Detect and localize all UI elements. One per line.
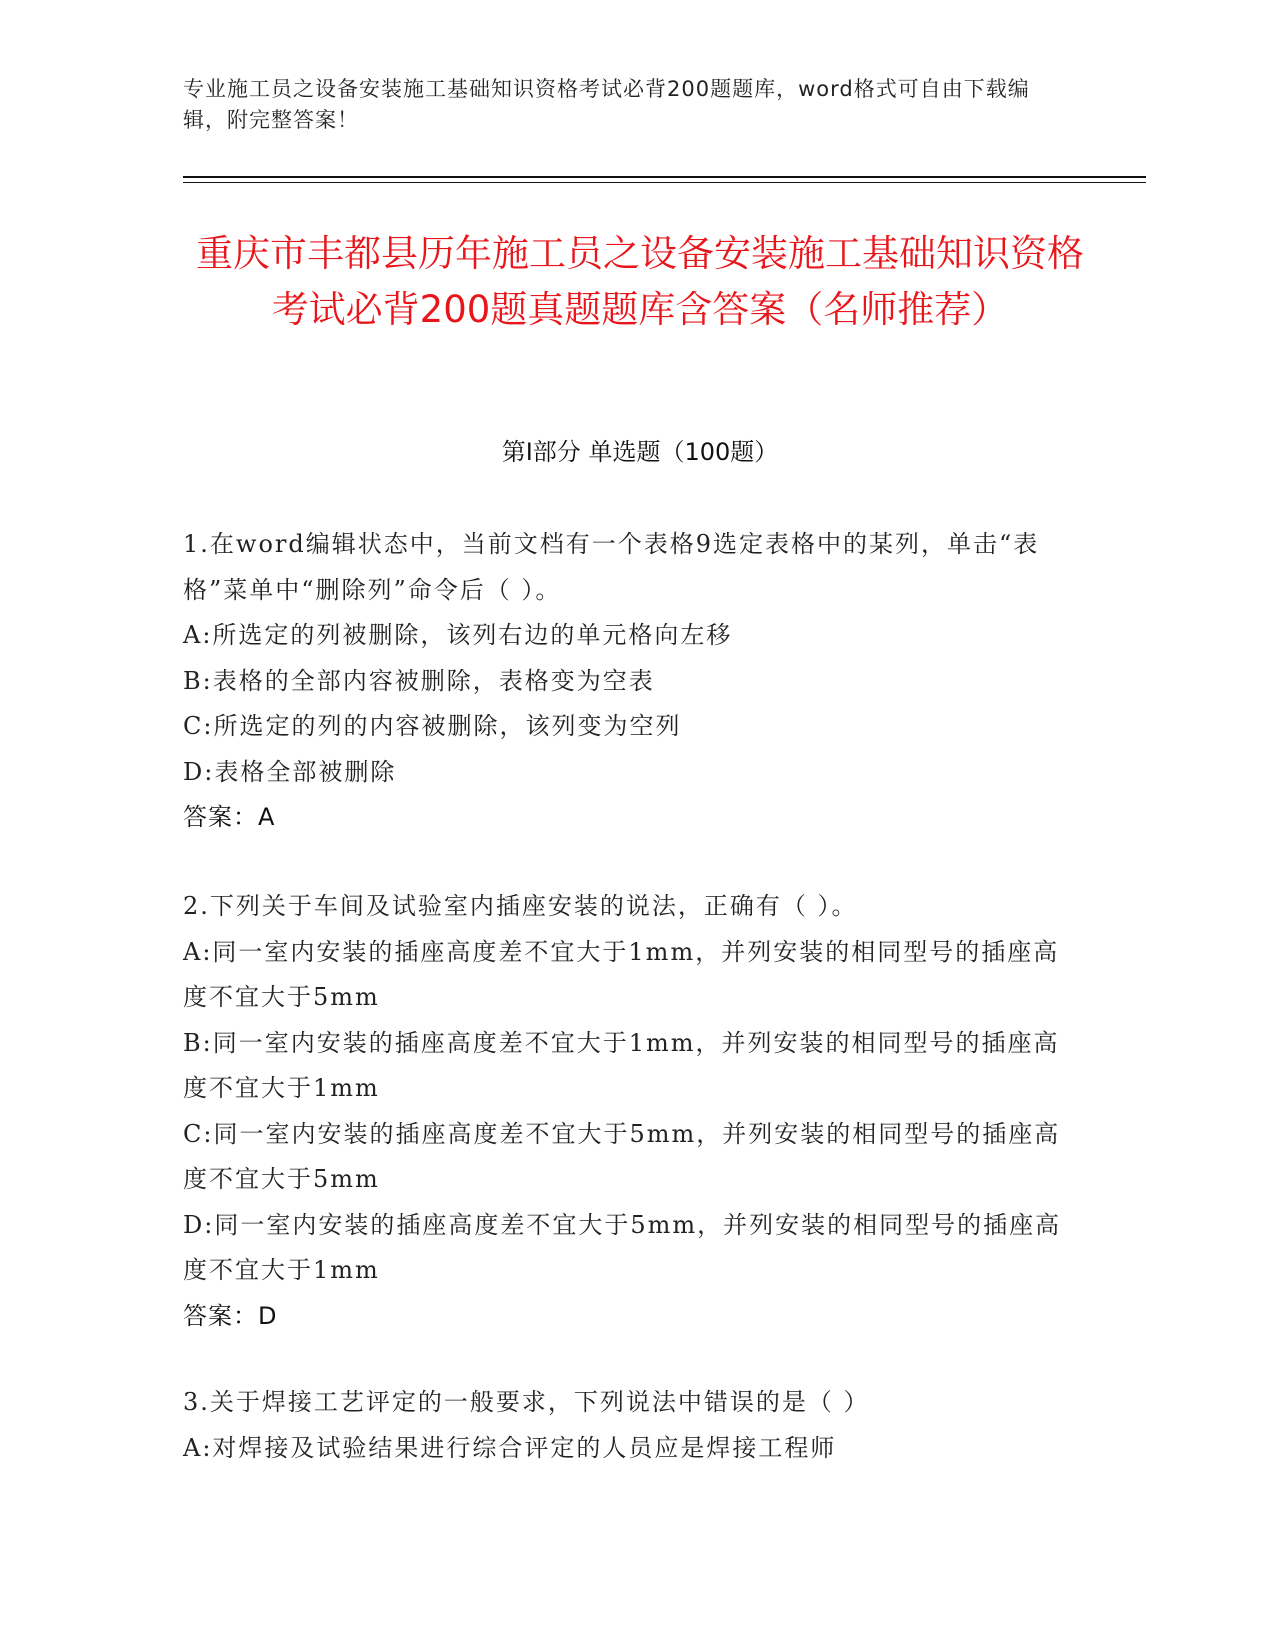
option-a: A:所选定的列被删除，该列右边的单元格向左移 bbox=[183, 621, 733, 649]
question-block-3 bbox=[183, 1380, 1063, 1471]
answer-line: 答案：A bbox=[183, 803, 276, 831]
header-divider-thin bbox=[183, 182, 1146, 183]
header-text: 专业施工员之设备安装施工基础知识资格考试必背200题题库，word格式可自由下载编辑，附完整答案！ bbox=[183, 77, 1030, 132]
document-title: 重庆市丰都县历年施工员之设备安装施工基础知识资格考试必背200题真题题库含答案（名师推荐） bbox=[196, 232, 1084, 331]
option-d: D:表格全部被删除 bbox=[183, 757, 397, 786]
header-divider-thick bbox=[183, 176, 1146, 178]
question-stem: 1.在word编辑状态中，当前文档有一个表格9选定表格中的某列，单击“表格”菜单中“删除列”命令后（ ）。 bbox=[183, 530, 1040, 604]
answer-line: 答案：D bbox=[183, 1301, 278, 1330]
option-a: A:同一室内安装的插座高度差不宜大于1mm，并列安装的相同型号的插座高度不宜大于5mm bbox=[183, 937, 1060, 1011]
question-block-1 bbox=[183, 522, 1063, 841]
question-block-2 bbox=[183, 884, 1063, 1339]
option-d: D:同一室内安装的插座高度差不宜大于5mm，并列安装的相同型号的插座高度不宜大于1mm bbox=[183, 1210, 1062, 1284]
option-a: A:对焊接及试验结果进行综合评定的人员应是焊接工程师 bbox=[183, 1433, 837, 1462]
option-b: B:表格的全部内容被删除，表格变为空表 bbox=[183, 666, 655, 695]
question-stem: 3.关于焊接工艺评定的一般要求，下列说法中错误的是（ ） bbox=[183, 1388, 870, 1416]
option-b: B:同一室内安装的插座高度差不宜大于1mm，并列安装的相同型号的插座高度不宜大于1mm bbox=[183, 1028, 1060, 1102]
option-c: C:同一室内安装的插座高度差不宜大于5mm，并列安装的相同型号的插座高度不宜大于5mm bbox=[183, 1119, 1061, 1193]
section-heading: 第I部分 单选题（100题） bbox=[501, 438, 779, 466]
question-stem: 2.下列关于车间及试验室内插座安装的说法，正确有（ ）。 bbox=[183, 892, 858, 920]
option-c: C:所选定的列的内容被删除，该列变为空列 bbox=[183, 712, 682, 740]
